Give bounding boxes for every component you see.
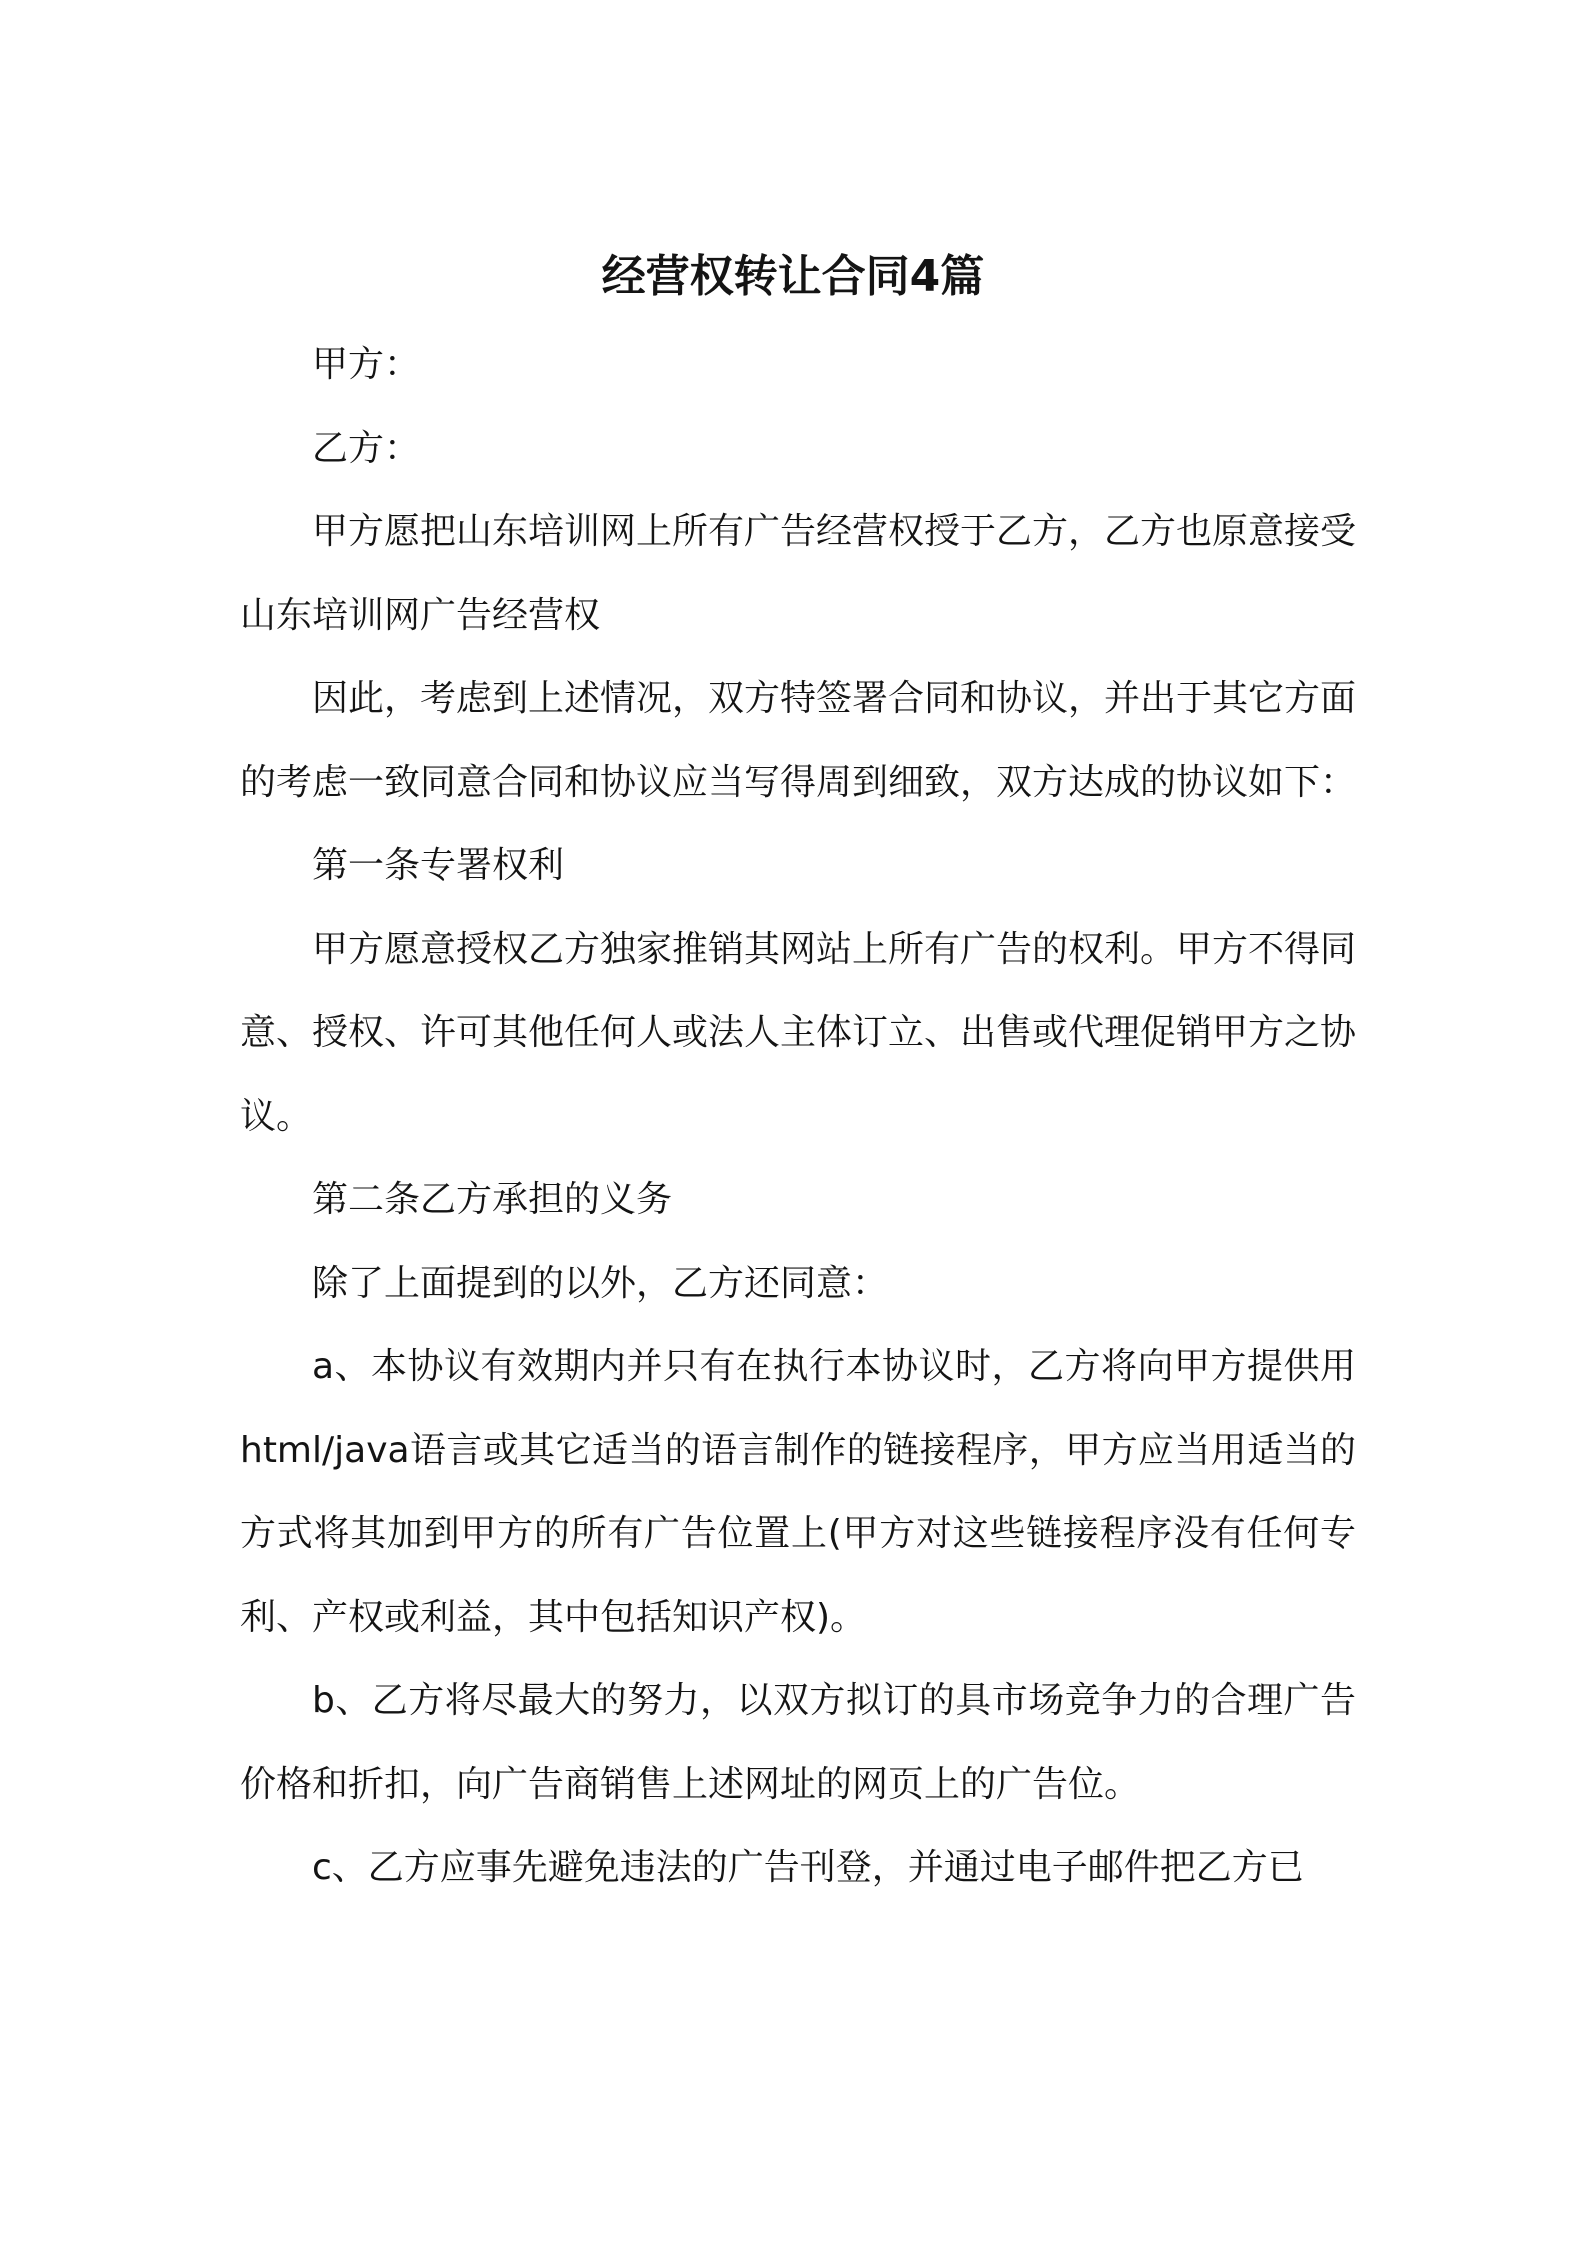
paragraph: 除了上面提到的以外，乙方还同意： [312, 1262, 889, 1304]
document-title: 经营权转让合同4篇 [601, 251, 985, 303]
list-item: a、本协议有效期内并只有在执行本协议时，乙方将向甲方提供用html/java语言或其它适当的语言制作的链接程序，甲方应当用适当的方式将其加到甲方的所有广告位置上(甲方对这些链接程序没有任何专利、产权或利益，其中包括知识产权)。 [240, 1346, 1356, 1638]
section-heading: 第一条专署权利 [312, 845, 565, 886]
party-b-line: 乙方： [312, 427, 421, 469]
list-item: c、乙方应事先避免违法的广告刊登，并通过电子邮件把乙方已 [312, 1847, 1304, 1888]
paragraph: 甲方愿意授权乙方独家推销其网站上所有广告的权利。甲方不得同意、授权、许可其他任何人或法人主体订立、出售或代理促销甲方之协议。 [240, 928, 1357, 1137]
paragraph: 甲方愿把山东培训网上所有广告经营权授于乙方，乙方也原意接受山东培训网广告经营权 [240, 511, 1357, 636]
section-heading: 第二条乙方承担的义务 [312, 1179, 673, 1220]
list-item: b、乙方将尽最大的努力，以双方拟订的具市场竞争力的合理广告价格和折扣，向广告商销售上述网址的网页上的广告位。 [240, 1680, 1356, 1805]
paragraph: 因此，考虑到上述情况，双方特签署合同和协议，并出于其它方面的考虑一致同意合同和协议应当写得周到细致，双方达成的协议如下： [240, 678, 1357, 803]
party-a-line: 甲方： [312, 344, 421, 385]
document-body [240, 323, 1356, 1910]
